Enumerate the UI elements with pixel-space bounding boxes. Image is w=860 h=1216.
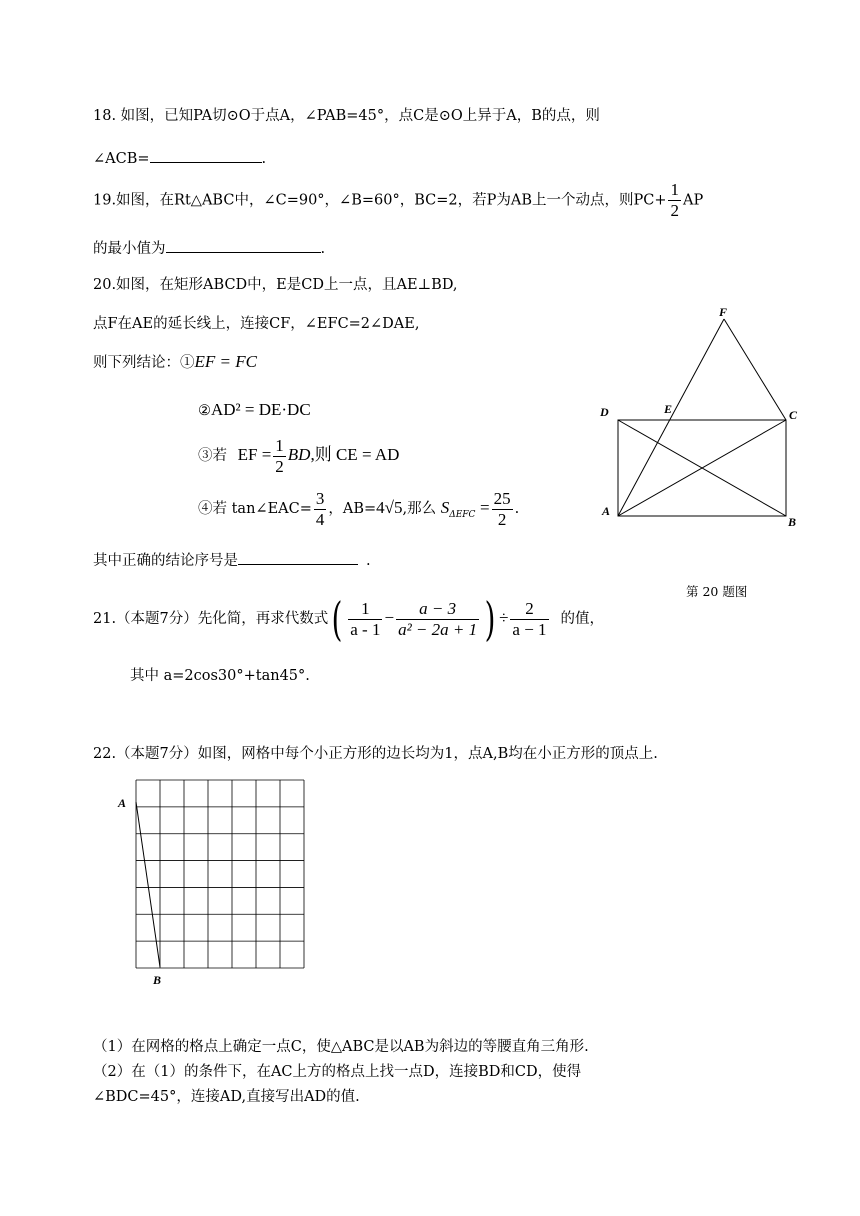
q20-c4-frac-num: 3 [315,488,325,508]
q20-label-c: C [789,408,798,422]
q20-c4-then: ,那么 [402,501,437,517]
q20-answer-prefix: 其中正确的结论序号是 [93,553,238,569]
q22-grid [136,780,304,968]
q20-c4-mid: ，AB= [328,501,377,517]
q21-fraction-1 [348,599,382,640]
q19-text-after: AP [682,192,704,209]
q20-line3 [93,352,257,373]
q20-c3-frac-num: 1 [275,435,284,455]
q22-part2-line2: ∠BDC=45°，连接AD,直接写出AD的值. [93,1089,360,1105]
q20-figure-caption: 第 20 题图 [686,584,748,599]
q20-conclusion-4-row [198,488,519,535]
q21-f3-num: 2 [525,598,534,618]
q21-f1-num: 1 [361,598,370,618]
q20-line-af [618,319,724,516]
q20-line2: 点F在AE的延长线上，连接CF，∠EFC=2∠DAE, [93,316,420,332]
q20-label-a: A [602,504,611,518]
q20-c3-fraction [273,436,286,477]
q21-div: ÷ [499,608,509,627]
q20-c3-lhs: EF = [237,445,272,464]
q20-c4-s: S [440,498,450,517]
q22-line1: 22.（本题7分）如图，网格中每个小正方形的边长均为1，点A,B均在小正方形的顶点上. [93,746,658,762]
q22-grid-figure [112,770,312,992]
q18-line2 [93,146,266,169]
q21-fraction-3 [510,599,548,640]
q18-line2-prefix: ∠ACB= [93,151,150,167]
q20-answer-line [93,548,371,571]
q20-line1: 20.如图，在矩形ABCD中，E是CD上一点，且AE⊥BD, [93,277,458,293]
q18-line2-suffix: . [261,151,267,167]
q20-c4-frac-den: 4 [315,509,325,529]
q20-c4-fraction [314,489,327,530]
q20-c4-result [492,489,513,530]
q20-label-f: F [719,305,728,319]
q20-c3-rhs: ,则 CE = AD [310,445,400,464]
q20-c4-ab: 4√5 [376,498,403,517]
q21-minus: − [384,608,395,627]
q22-label-a: A [118,796,127,810]
q22-part1: （1）在网格的格点上确定一点C，使△ABC是以AB为斜边的等腰直角三角形. [93,1039,589,1055]
q20-c3-mid: BD [287,445,311,464]
q20-c4-label: ④若 tan∠EAC= [198,501,312,517]
q21-f2-num: a − 3 [419,598,457,618]
q19-text-before: 19.如图，在Rt△ABC中，∠C=90°，∠B=60°，BC=2，若P为AB上一个动点，则PC+ [93,192,667,209]
q18-answer-blank [150,146,262,163]
q22-part2-line1: （2）在（1）的条件下，在AC上方的格点上找一点D，连接BD和CD，使得 [93,1064,582,1080]
q22-segment-ab [136,802,160,967]
q20-label-e: E [664,402,673,416]
q20-c2-label: ② [198,403,211,419]
q20-c4-res-num: 25 [493,488,511,508]
q21-f2-den: a² − 2a + 1 [398,619,478,639]
q19-line2-prefix: 的最小值为 [93,241,166,257]
q19-line2-suffix: . [320,241,326,257]
q20-c4-res-den: 2 [492,509,513,530]
q20-answer-suffix: . [366,553,371,569]
q19-line2 [93,236,325,259]
q21-suffix: 的值， [560,611,605,627]
q20-answer-blank [238,548,358,565]
q21-right-paren: ) [484,592,496,646]
q20-c4-sub: ΔEFC [449,509,476,520]
q20-conclusion-2: AD² = DE·DC [211,400,311,419]
q20-label-b: B [788,515,797,529]
q19-answer-blank [166,236,321,253]
q19-line1 [93,180,703,221]
q21-fraction-2 [396,599,479,640]
q21-f3-den: a − 1 [512,619,547,639]
q20-c3-frac-den: 2 [275,456,284,476]
q21-line1 [93,592,604,645]
q20-c4-eq: = [480,498,490,517]
q19-fraction [668,180,681,221]
q22-label-b: B [153,973,162,987]
q19-frac-den: 2 [670,201,679,220]
q20-line-fc [724,319,786,420]
q20-conclusion-2-row [198,400,311,421]
q21-left-paren: ( [331,592,343,646]
q19-frac-num: 1 [670,180,679,199]
q18-line1: 18. 如图，已知PA切⊙O于点A，∠PAB=45°，点C是⊙O上异于A，B的点，则 [93,108,600,124]
q20-conclusion-1: EF = FC [194,352,257,371]
q20-c3-label: ③若 [198,448,227,464]
q20-label-d: D [600,405,609,419]
q20-c4-end: . [514,501,520,517]
q20-figure [590,300,810,540]
q21-f1-den: a - 1 [350,619,381,639]
q20-line3-prefix: 则下列结论：① [93,355,195,371]
q21-prefix: 21.（本题7分）先化简，再求代数式 [93,611,329,627]
q20-conclusion-3-row [198,435,399,477]
q21-line2: 其中 a=2cos30°+tan45°. [130,668,310,684]
